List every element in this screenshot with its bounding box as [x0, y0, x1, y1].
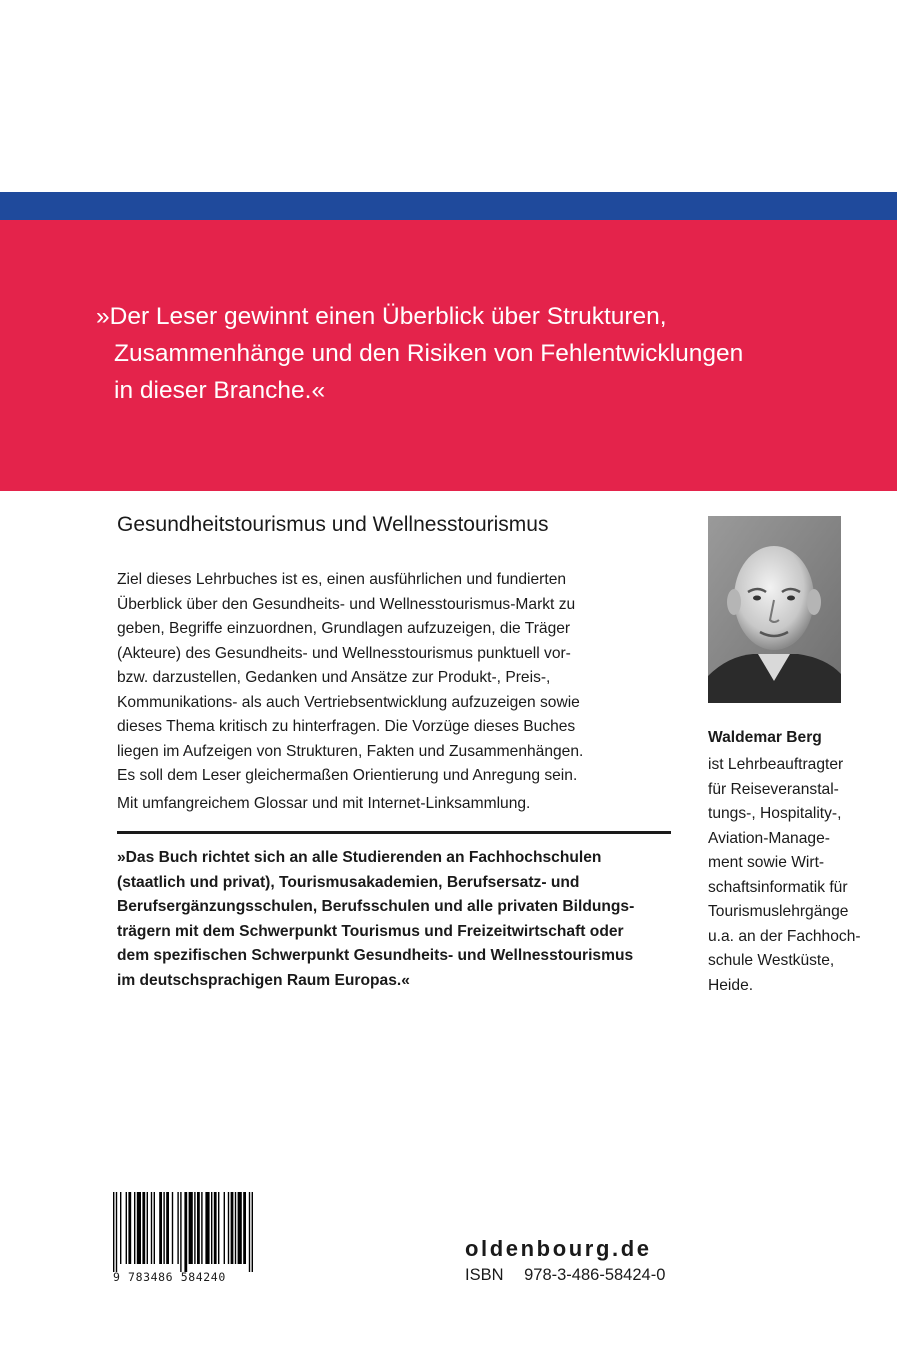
description-line: Überblick über den Gesundheits- und Wellnesstourismus-Markt zu [117, 595, 576, 613]
barcode-bar [214, 1192, 217, 1264]
isbn-label: ISBN [465, 1266, 504, 1284]
barcode-bar [194, 1192, 195, 1264]
barcode-bar [201, 1192, 202, 1264]
barcode-bar [126, 1192, 127, 1264]
target-audience [117, 846, 677, 993]
glossary-note: Mit umfangreichem Glossar und mit Internet-Linksammlung. [117, 795, 531, 812]
publisher-website: oldenbourg.de [465, 1236, 652, 1261]
barcode-bar [116, 1192, 117, 1272]
barcode-bar [184, 1192, 187, 1272]
barcode-bar [243, 1192, 246, 1264]
author-bio-line: schule Westküste, [708, 952, 835, 969]
author-bio-line: u.a. an der Fachhoch- [708, 927, 861, 945]
author-bio-line: tungs-, Hospitality-, [708, 805, 842, 822]
barcode-bar [163, 1192, 164, 1264]
hero-quote-line: Zusammenhänge und den Risiken von Fehlentwicklungen [114, 340, 744, 367]
barcode-bar [238, 1192, 242, 1264]
barcode-bar [177, 1192, 178, 1264]
description-line: geben, Begriffe einzuordnen, Grundlagen aufzuzeigen, die Träger [117, 620, 571, 637]
barcode-bar [147, 1192, 148, 1264]
author-bio [708, 753, 861, 998]
barcode-bar [159, 1192, 162, 1264]
hero-quote-line: in dieser Branche.« [114, 377, 326, 404]
description-line: dieses Thema kritisch zu hinterfragen. Die Vorzüge dieses Buches [117, 718, 576, 735]
target-line: Berufsergänzungsschulen, Berufsschulen und alle privaten Bildungs- [117, 898, 635, 915]
barcode-bar [218, 1192, 219, 1264]
barcode-bar [249, 1192, 250, 1272]
barcode-bar [128, 1192, 131, 1264]
barcode-bar [172, 1192, 173, 1264]
hero-quote-line: »Der Leser gewinnt einen Überblick über Strukturen, [96, 303, 667, 330]
author-bio-line: schaftsinformatik für [708, 878, 848, 896]
book-title: Gesundheitstourismus und Wellnesstourismus [117, 513, 549, 536]
book-description [117, 568, 677, 789]
section-divider [117, 831, 671, 834]
target-line: »Das Buch richtet sich an alle Studierenden an Fachhochschulen [117, 849, 602, 866]
barcode-bar [228, 1192, 229, 1264]
hero-quote [96, 298, 856, 409]
isbn [465, 1266, 665, 1285]
barcode-bar [180, 1192, 181, 1272]
barcode-bar [231, 1192, 234, 1264]
barcode-bar [189, 1192, 193, 1264]
author-bio-line: Tourismuslehrgänge [708, 903, 849, 920]
description-line: (Akteure) des Gesundheits- und Wellnesstourismus punktuell vor- [117, 644, 571, 662]
author-bio-line: Heide. [708, 976, 754, 994]
barcode [113, 1192, 253, 1272]
barcode-bar [205, 1192, 209, 1264]
author-bio-line: für Reiseveranstal- [708, 780, 839, 798]
description-line: Es soll dem Leser gleichermaßen Orientierung und Anregung sein. [117, 767, 578, 784]
barcode-bar [113, 1192, 114, 1272]
description-line: Kommunikations- als auch Vertriebsentwicklung aufzuzeigen sowie [117, 693, 580, 711]
barcode-bar [151, 1192, 152, 1264]
target-line: trägern mit dem Schwerpunkt Tourismus und Freizeitwirtschaft oder [117, 922, 624, 940]
description-line: liegen im Aufzeigen von Strukturen, Fakten und Zusammenhängen. [117, 742, 584, 760]
barcode-bar [235, 1192, 236, 1264]
barcode-number: 9 783486 584240 [113, 1270, 226, 1284]
barcode-bar [134, 1192, 135, 1264]
author-name: Waldemar Berg [708, 729, 822, 746]
barcode-bar [166, 1192, 169, 1264]
isbn-number: 978-3-486-58424-0 [524, 1266, 666, 1284]
author-bio-line: Aviation-Manage- [708, 829, 830, 847]
description-line: bzw. darzustellen, Gedanken und Ansätze zur Produkt-, Preis-, [117, 669, 551, 686]
target-line: im deutschsprachigen Raum Europas.« [117, 971, 410, 989]
barcode-bar [137, 1192, 141, 1264]
barcode-bar [120, 1192, 121, 1264]
barcode-bar [252, 1192, 253, 1272]
description-line: Ziel dieses Lehrbuches ist es, einen ausführlichen und fundierten [117, 571, 567, 588]
author-bio-line: ment sowie Wirt- [708, 854, 825, 871]
barcode-bar [211, 1192, 212, 1264]
barcode-bar [224, 1192, 225, 1264]
target-line: dem spezifischen Schwerpunkt Gesundheits- und Wellnesstourismus [117, 947, 634, 964]
target-line: (staatlich und privat), Tourismusakademien, Berufsersatz- und [117, 873, 580, 891]
barcode-bar [142, 1192, 145, 1264]
author-photo [708, 516, 841, 703]
author-bio-line: ist Lehrbeauftragter [708, 756, 844, 773]
barcode-bar [154, 1192, 155, 1264]
barcode-bar [197, 1192, 200, 1264]
blue-band [0, 192, 897, 220]
